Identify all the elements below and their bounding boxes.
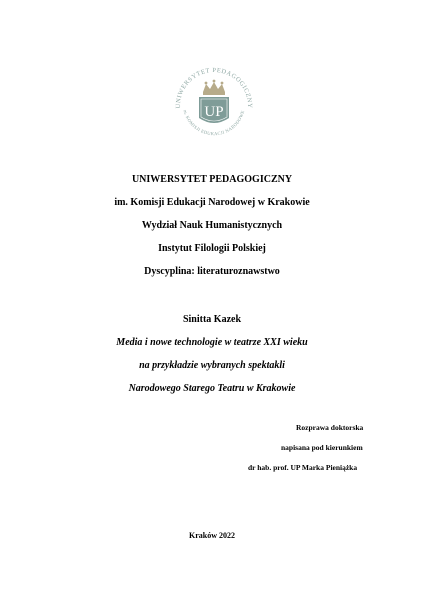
crown-icon: [203, 80, 225, 95]
supervision-line-2: napisana pod kierunkiem: [281, 443, 363, 452]
institute-name: Instytut Filologii Polskiej: [158, 243, 266, 254]
discipline: Dyscyplina: literaturoznawstwo: [144, 266, 280, 277]
commission-name: im. Komisji Edukacji Narodowej w Krakowie: [114, 197, 310, 208]
logo-arc-bottom-text: m. KOMISJI EDUKACJI NARODOWE: [182, 109, 246, 137]
thesis-title-line-1: Media i nowe technologie w teatrze XXI wieku: [116, 337, 308, 348]
university-seal-icon: [170, 62, 258, 150]
logo-monogram: UP: [204, 104, 224, 120]
thesis-title-line-3: Narodowego Starego Teatru w Krakowie: [128, 383, 296, 394]
place-and-date: Kraków 2022: [189, 531, 235, 540]
author-name: Sinitta Kazek: [182, 314, 242, 325]
logo-arc-top-text: UNIWERSYTET PEDAGOGICZNY: [174, 66, 254, 109]
thesis-title-line-2: na przykładzie wybranych spektakli: [139, 360, 285, 371]
supervision-line-1: Rozprawa doktorska: [296, 423, 364, 432]
university-logo: [170, 62, 258, 150]
shield-icon: [199, 97, 229, 123]
faculty-name: Wydział Nauk Humanistycznych: [141, 220, 283, 231]
supervisor-name: dr hab. prof. UP Marka Pieniążka: [248, 463, 358, 472]
university-name: UNIWERSYTET PEDAGOGICZNY: [131, 174, 293, 185]
